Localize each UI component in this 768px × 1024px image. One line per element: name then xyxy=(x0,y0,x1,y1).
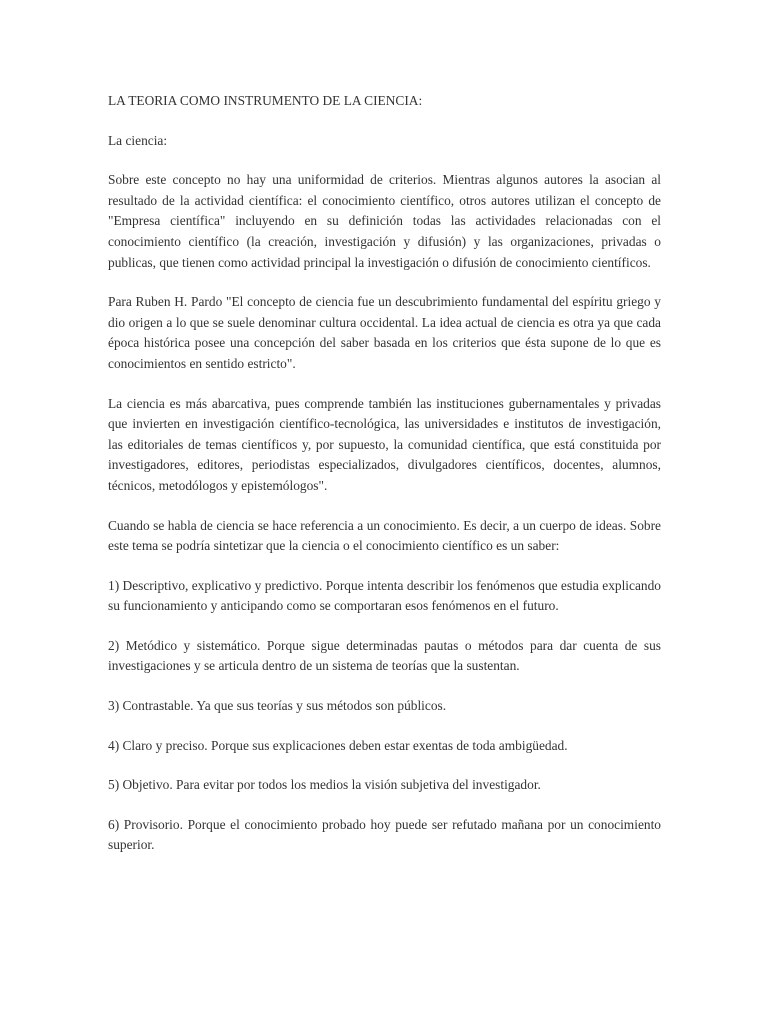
list-item: 5) Objetivo. Para evitar por todos los medios la visión subjetiva del investigador. xyxy=(108,777,541,793)
document-title: LA TEORIA COMO INSTRUMENTO DE LA CIENCIA: xyxy=(108,93,423,108)
list-item: 4) Claro y preciso. Porque sus explicaciones deben estar exentas de toda ambigüedad. xyxy=(108,737,568,753)
paragraph: Sobre este concepto no hay una uniformidad de criterios. Mientras algunos autores la asocian al resultado de la actividad científica: el conocimiento científico, otros autores utilizan el concepto de "Empresa científica" incluyendo en su definición todas las actividades relacionadas con el conocimiento científico (la creación, investigación y difusión) y las organizaciones, privadas o publicas, que tienen como actividad principal la investigación o difusión de conocimiento científicos. xyxy=(108,172,661,270)
section-subtitle: La ciencia: xyxy=(108,132,168,148)
document-page xyxy=(108,91,661,875)
list-item: 1) Descriptivo, explicativo y predictivo. Porque intenta describir los fenómenos que estudia explicando su funcionamiento y anticipando como se comportaran esos fenómenos en el futuro. xyxy=(108,577,661,614)
paragraph: La ciencia es más abarcativa, pues comprende también las instituciones gubernamentales y privadas que invierten en investigación científico-tecnológica, las universidades e institutos de investigación, las editoriales de temas científicos y, por supuesto, la comunidad científica, que está constituida por investigadores, editores, periodistas especializados, divulgadores científicos, docentes, alumnos, técnicos, metodólogos y epistemólogos". xyxy=(108,395,661,493)
paragraph: Cuando se habla de ciencia se hace referencia a un conocimiento. Es decir, a un cuerpo de ideas. Sobre este tema se podría sintetizar que la ciencia o el conocimiento científico es un saber: xyxy=(108,517,661,554)
paragraph: Para Ruben H. Pardo "El concepto de ciencia fue un descubrimiento fundamental del espíritu griego y dio origen a lo que se suele denominar cultura occidental. La idea actual de ciencia es otra ya que cada época histórica posee una concepción del saber basada en los criterios que ésta supone de lo que es conocimientos en sentido estricto". xyxy=(108,294,661,371)
list-item: 6) Provisorio. Porque el conocimiento probado hoy puede ser refutado mañana por un conocimiento superior. xyxy=(108,816,661,853)
list-item: 2) Metódico y sistemático. Porque sigue determinadas pautas o métodos para dar cuenta de sus investigaciones y se articula dentro de un sistema de teorías que la sustentan. xyxy=(108,637,661,674)
list-item: 3) Contrastable. Ya que sus teorías y sus métodos son públicos. xyxy=(108,698,447,714)
